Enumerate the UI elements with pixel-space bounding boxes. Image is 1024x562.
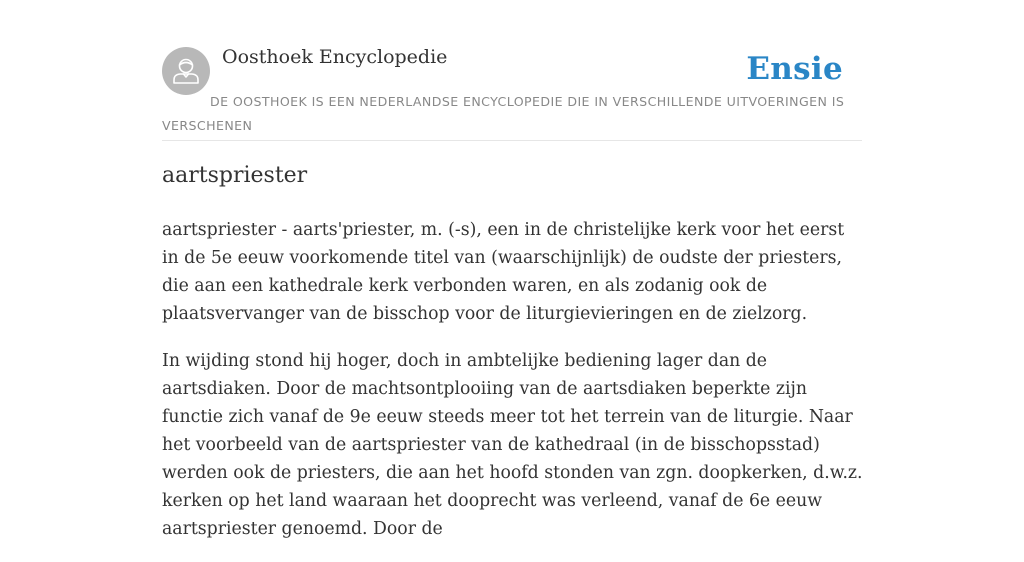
article-title: aartspriester xyxy=(162,163,308,188)
site-tagline: DE OOSTHOEK IS EEN NEDERLANDSE ENCYCLOPEDIE DIE IN VERSCHILLENDE UITVOERINGEN IS VERSCHENEN xyxy=(162,94,845,133)
ensie-logo[interactable]: Ensie xyxy=(746,51,843,87)
user-avatar[interactable] xyxy=(162,47,210,95)
site-title-link[interactable]: Oosthoek Encyclopedie xyxy=(222,46,448,68)
article-body xyxy=(162,216,864,562)
page-container xyxy=(162,0,863,539)
user-icon xyxy=(162,47,210,95)
article-paragraph: aartspriester - aarts'priester, m. (-s), een in de christelijke kerk voor het eerst in de 5e eeuw voorkomende titel van (waarschijnlijk) de oudste der priesters, die aan een kathedrale kerk verbonden waren, en als zodanig ook de plaatsvervanger van de bisschop voor de liturgievieringen en de zielzorg. xyxy=(162,220,845,324)
site-header xyxy=(162,0,862,141)
article-paragraph: In wijding stond hij hoger, doch in ambtelijke bediening lager dan de aartsdiaken. Door de machtsontplooiing van de aartsdiaken beperkte zijn functie zich vanaf de 9e eeuw steeds meer tot het terrein van de liturgie. Naar het voorbeeld van de aartspriester van de kathedraal (in de bisschopsstad) werden ook de priesters, die aan het hoofd stonden van zgn. doopkerken, d.w.z. kerken op het land waaraan het dooprecht was verleend, vanaf de 6e eeuw aartspriester genoemd. Door de xyxy=(162,351,863,539)
